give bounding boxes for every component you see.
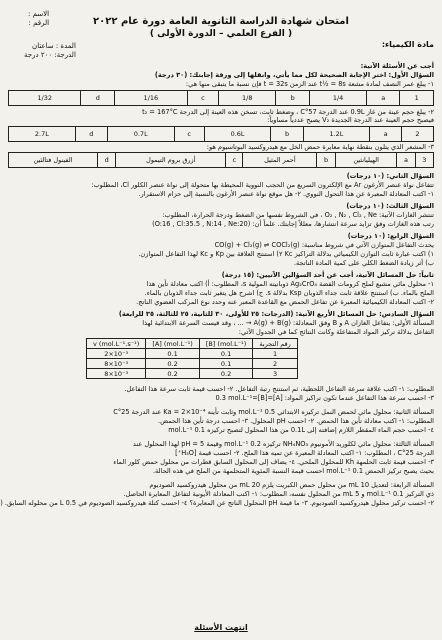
q-fifth-line1: ١- محلول مائي مشبع لملح كرومات الفضة Ag₂CrO₄ ذوبانيته المولية s، المطلوب: أ) اكتب معادلة تأين هذا xyxy=(146,280,434,288)
problem-3-line2: الدرجة 25°C ، المطلوب: ١- اكتب المعادلة المعبرة عن تميه هذا الملح. ٢- احسب قيمة [H₃O⁺] xyxy=(175,449,434,457)
number-label: الرقم : xyxy=(28,19,50,27)
problem-1-line2: التفاعل بدلالة تركيز المواد المتفاعلة وكانت النتائج كما في الجدول الآتي: xyxy=(238,328,434,336)
q1-c-value: 1/16 xyxy=(115,91,187,106)
q1-number: 1 xyxy=(400,91,434,106)
kin-cell: 0.2 xyxy=(199,369,253,379)
problem-4-line3: ٢- احسب تركيز محلول هيدروكسيد الصوديوم. ٣- ما قيمة pH المحلول الناتج عن المعايرة؟ ٤- احسب كتلة هيدروكسيد الصوديوم في 0.5 L من محلوله السابق. ( xyxy=(0,499,434,507)
q-fifth-line2: الملح بالماء. ب) استنتج علاقة ثابت جداء الذوبان Ksp بدلالة s. ج) اشرح هل يتغير ثابت جداء الذوبان بالماء. xyxy=(144,289,434,297)
q3-b-label: b xyxy=(317,153,335,168)
kin-cell: 1 xyxy=(253,349,297,359)
kin-cell: 3 xyxy=(253,369,297,379)
q-fifth-line3: ٢- اكتب المعادلة الكيميائية المعبرة عن تفاعل الحمض مع القاعدة المعبر عنه وحدد نوع المركب العضوي الناتج. xyxy=(136,298,434,306)
question-3-title: السؤال الثالث: (١٠ درجات) xyxy=(346,202,434,210)
q2-d-label: d xyxy=(75,127,107,142)
q1-b-label: b xyxy=(276,91,310,106)
kin-cell: 0.1 xyxy=(146,349,200,359)
problem-1-reqs: المطلوب: ١- اكتب علاقة سرعة التفاعل اللحظية، ثم استنتج رتبة التفاعل. ٢- احسب قيمة ثابت سرعة هذا التفاعل. xyxy=(124,385,434,393)
q3-number: 3 xyxy=(415,153,433,168)
q2-c-label: c xyxy=(174,127,204,142)
q1-a-label: a xyxy=(367,91,400,106)
q3-text: ٣- المشعر الذي يتلون بنقطة نهاية معايرة حمض الخل مع هيدروكسيد البوتاسيوم هو: xyxy=(206,143,434,151)
q1-d-label: d xyxy=(81,91,115,106)
q1-b-value: 1/8 xyxy=(219,91,276,106)
q3-options xyxy=(8,152,434,168)
kin-cell: 0.1 xyxy=(199,359,253,369)
q3-c-label: c xyxy=(226,153,243,168)
kin-cell: 8×10⁻³ xyxy=(87,369,146,379)
kinetics-table xyxy=(86,338,298,379)
subject-label: مادة الكيمياء: xyxy=(381,40,434,49)
kin-header-a: [A] (mol.L⁻¹) xyxy=(146,339,200,349)
q1-options xyxy=(8,90,434,106)
q2-a-label: a xyxy=(370,127,402,142)
q2-b-label: b xyxy=(271,127,303,142)
question-6-title: السؤال السادس: حل المسائل الأربع الآتية: (الدرجات: ٢٥ للأولى، ٣٠ للثانية، ٢٥ للثالثة، ٣٥ للرابعة) xyxy=(118,310,434,318)
q-third-reqs: رتب هذه الغازات وفق تزايد سرعة انتشارها، معللاً إجابتك. علماً أن: (O:16 , Cl:35.5 , N:14 , Ne:20) xyxy=(152,220,434,228)
kin-cell: 0.2 xyxy=(146,359,200,369)
end-of-questions: انتهت الأسئلة xyxy=(194,623,248,632)
kin-row xyxy=(87,359,298,369)
q2-options xyxy=(8,126,434,142)
kin-row xyxy=(87,349,298,359)
q-second-text: تتفاعل نواة عنصر الأرغون Ar مع الإلكترون السريع من الحجب النووية المحيطة بها متحولة إلى نواة عنصر الكلور Cl، المطلوب: xyxy=(91,181,434,189)
section-two-title: ثانياً: حل المسائل الآتية، أجب عن أحد السؤالين الآتيين: (١٥ درجة) xyxy=(221,271,434,279)
kin-cell: 8×10⁻³ xyxy=(87,359,146,369)
q-fourth-reqs: ١) اكتب عبارة ثابت التوازن الكيميائي بدلالة التراكيز Kc ٢) استنتج العلاقة بين Kp و Kc لهذا التفاعل المتوازن. xyxy=(138,250,434,258)
q2-b-value: 0.6L xyxy=(204,127,271,142)
problem-4-line2: ذي التركيز 0.1 mol.L⁻¹ و 5 mL من المحلول نفسه، المطلوب: ١- اكتب المعادلة الأيونية لتفاعل المعايرة الحاصل. xyxy=(123,490,434,498)
q3-c-value: أزرق بروم التيمول xyxy=(116,153,226,168)
q-fourth-reqs-b: ب) أثر زيادة الضغط الكلي على كمية المادة الناتجة. xyxy=(293,259,434,267)
problem-3-line3: ٣- احسب قيمة ثابت الحلمهة Kh للمحلول الملحي. ٤- يضاف إلى المحلول السابق قطرات من محلول حمض كلور الماء xyxy=(113,458,434,466)
problem-2-line1: المسألة الثانية: محلول مائي لحمض النمل تركيزه الابتدائي 0.5 mol.L⁻¹ وثابت تأينه Ka = 2×10⁻⁴ عند الدرجة 25°C xyxy=(113,408,434,416)
name-label: الاسم : xyxy=(28,10,50,18)
q1-c-label: c xyxy=(187,91,219,106)
kin-cell: 0.1 xyxy=(199,349,253,359)
q2-text-line2: فيصبح حجم العينة عند الدرجة الجديدة V₂ يصبح عددياً مساوياً: xyxy=(267,116,434,124)
problem-2-reqs: المطلوب: ١- اكتب معادلة تأين هذا الحمض. ٢- احسب pH المحلول. ٣- احسب درجة تأين هذا الحمض. xyxy=(158,417,434,425)
q2-text-line1: ٢- يبلغ حجم عينة من غاز 0.9L عند الدرجة 57°C ، وضغط ثابت، تسخن هذه العينة إلى الدرجة t₂ = 167°C xyxy=(142,108,434,116)
kin-cell: 2×10⁻³ xyxy=(87,349,146,359)
q3-a-label: a xyxy=(397,153,415,168)
q-third-text: تنتشر الغازات الآتية: O₂ , N₂ , Cl₂ , Ne ، في الشروط نفسها من الضغط ودرجة الحرارة، المطلوب: xyxy=(162,211,434,219)
duration-label: المدة : ساعتان xyxy=(32,42,76,50)
kin-cell: 0.2 xyxy=(146,369,200,379)
question-4-title: السؤال الرابع: (١٠ درجات) xyxy=(347,232,434,240)
exam-title: امتحان شهادة الدراسة الثانوية العامة دورة عام ٢٠٢٢ xyxy=(93,16,349,27)
problem-1-req3: ٣- احسب سرعة هذا التفاعل عندما تكون تراكيز المواد: [A]=[B]=0.3 mol.L⁻¹ xyxy=(215,394,434,402)
q2-number: 2 xyxy=(401,127,433,142)
q3-d-value: الفينول فتالئين xyxy=(9,153,98,168)
q3-a-value: الهيليانثين xyxy=(335,153,397,168)
exam-subtitle: ( الفرع العلمي – الدورة الأولى ) xyxy=(149,29,293,39)
kin-header-b: [B] (mol.L⁻¹) xyxy=(199,339,253,349)
grade-label: الدرجة: ٢٠٠ درجة xyxy=(24,51,76,59)
problem-3-line4: بحيث يصبح تركيز الحمض 0.1 mol.L⁻¹ احسب قيمة النسبة المئوية المتحلمهة من الملح في هذه الحالة. xyxy=(152,467,434,475)
exam-header xyxy=(8,6,434,59)
q1-d-value: 1/32 xyxy=(9,91,81,106)
q3-b-value: أحمر المثيل xyxy=(243,153,317,168)
kin-cell: 2 xyxy=(253,359,297,369)
instruction: أجب عن الأسئلة الآتية: xyxy=(360,62,434,70)
kin-row xyxy=(87,369,298,379)
exam-duration-grade xyxy=(24,42,76,60)
q1-text: ١- يبلغ عمر النصف لمادة مشعة t½ = 8s عند الزمن t = 32s فإن نسبة ما يتبقى منها هي: xyxy=(185,80,434,88)
q1-a-value: 1/4 xyxy=(310,91,367,106)
problem-2-req4: ٤- احسب حجم الماء المقطر اللازم إضافته إلى 0.1L من هذا المحلول لتصبح تركيزه 0.1 mol.L⁻¹ xyxy=(168,426,434,434)
question-1-title: السؤال الأول: اختر الإجابة الصحيحة لكل مما يأتي، وانقلها إلى ورقة إجابتك: (٣٠ درجة) xyxy=(154,71,434,79)
kin-header-v: v (mol.L⁻¹.s⁻¹) xyxy=(87,339,146,349)
q2-c-value: 0.7L xyxy=(107,127,174,142)
q3-d-label: d xyxy=(97,153,115,168)
kin-header-exp: رقم التجربة xyxy=(253,339,297,349)
q2-d-value: 2.7L xyxy=(9,127,76,142)
problem-3-line1: المسألة الثالثة: محلول مائي لكلوريد الأمونيوم NH₄NO₃ تركيزه 0.2 mol.L⁻¹ وقيمة pH = 5 لهذا المحلول عند xyxy=(132,440,434,448)
q-second-reqs: ١- اكتب المعادلة المعبرة عن هذا التحول النووي. ٢- هل موقع نواة عنصر الأرغون بالنسبة إلى حزام الاستقرار. xyxy=(138,190,434,198)
problem-4-line1: المسألة الرابعة: لتعديل 10 mL من محلول حمض الكبريت يلزم 20 mL من محلول هيدروكسيد الصوديوم xyxy=(149,481,434,489)
question-2-title: السؤال الثاني: (١٠ درجات) xyxy=(346,172,434,180)
problem-1-line1: المسألة الأولى: يتفاعل الغازان A و B وفق المعادلة: A(g) + B(g) → ... ، وقد قيست السرعة الابتدائية لهذا xyxy=(142,319,434,327)
q-fourth-reaction: يحدث التفاعل المتوازن الآتي في شروط مناسبة: CO(g) + Cl₂(g) ⇌ COCl₂(g) xyxy=(214,241,434,249)
q2-a-value: 1.2L xyxy=(303,127,370,142)
